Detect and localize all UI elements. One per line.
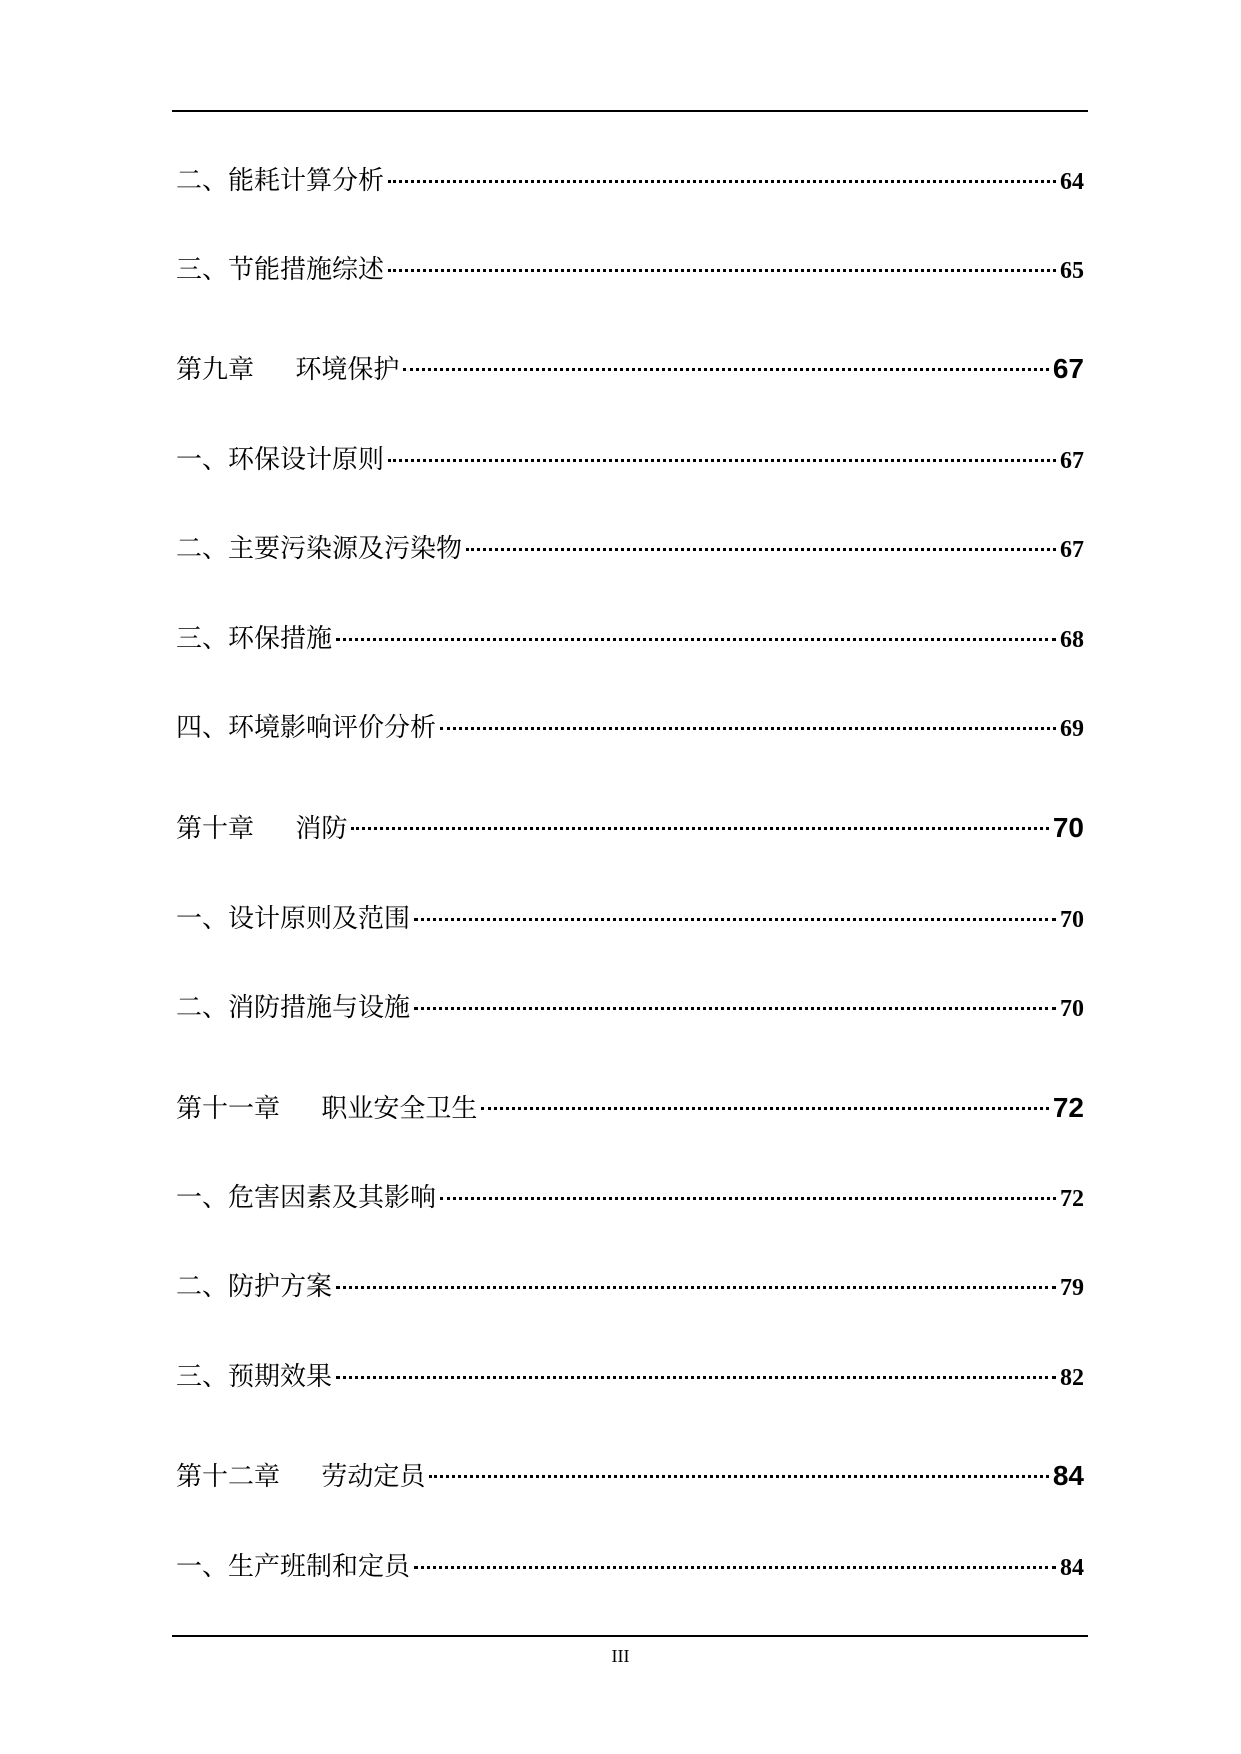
toc-entry-page: 82 xyxy=(1060,1365,1084,1391)
toc-dot-leader xyxy=(336,1376,1056,1379)
toc-entry-label: 三、环保措施 xyxy=(176,624,333,654)
toc-chapter-label: 第十章 消防 xyxy=(176,814,348,844)
toc-chapter-page: 70 xyxy=(1052,812,1084,843)
toc-entry[interactable] xyxy=(176,987,1084,1027)
toc-entry[interactable] xyxy=(176,1177,1084,1217)
toc-chapter-entry[interactable] xyxy=(176,1456,1084,1496)
toc-chapter-page: 72 xyxy=(1052,1092,1084,1123)
header-rule xyxy=(172,110,1088,112)
toc-entry[interactable] xyxy=(176,528,1084,568)
toc-entry[interactable] xyxy=(176,1546,1084,1586)
toc-chapter-label: 第十二章 劳动定员 xyxy=(176,1462,426,1492)
toc-chapter-entry[interactable] xyxy=(176,1088,1084,1128)
toc-chapter-page: 84 xyxy=(1052,1460,1084,1491)
toc-entry-page: 79 xyxy=(1060,1275,1084,1301)
toc-entry-label: 二、能耗计算分析 xyxy=(176,166,385,196)
toc-entry[interactable] xyxy=(176,1356,1084,1396)
toc-entry-label: 二、防护方案 xyxy=(176,1272,333,1302)
toc-dot-leader xyxy=(414,1007,1056,1010)
toc-entry-page: 65 xyxy=(1060,258,1084,284)
footer-page-number: III xyxy=(611,1646,630,1666)
toc-dot-leader xyxy=(388,180,1056,183)
toc-entry-page: 70 xyxy=(1060,907,1084,933)
toc-dot-leader xyxy=(388,269,1056,272)
toc-entry-page: 69 xyxy=(1060,716,1084,742)
toc-entry-label: 一、危害因素及其影响 xyxy=(176,1183,437,1213)
toc-entry-page: 67 xyxy=(1060,448,1084,474)
footer-rule xyxy=(172,1635,1088,1637)
toc-dot-leader xyxy=(440,727,1056,730)
toc-entry-label: 二、主要污染源及污染物 xyxy=(176,534,463,564)
toc-dot-leader xyxy=(481,1107,1049,1110)
toc-dot-leader xyxy=(429,1475,1049,1478)
toc-dot-leader xyxy=(351,827,1049,830)
toc-entry[interactable] xyxy=(176,249,1084,289)
toc-entry-label: 一、设计原则及范围 xyxy=(176,904,411,934)
toc-entry-page: 64 xyxy=(1060,169,1084,195)
toc-entry[interactable] xyxy=(176,898,1084,938)
toc-entry-label: 一、环保设计原则 xyxy=(176,445,385,475)
toc-dot-leader xyxy=(414,918,1056,921)
toc-entry-page: 68 xyxy=(1060,627,1084,653)
toc-entry[interactable] xyxy=(176,1266,1084,1306)
toc-entry-page: 70 xyxy=(1060,996,1084,1022)
toc-entry-page: 67 xyxy=(1060,537,1084,563)
toc-entry-page: 84 xyxy=(1060,1555,1084,1581)
toc-chapter-entry[interactable] xyxy=(176,349,1084,389)
toc-entry-label: 四、环境影响评价分析 xyxy=(176,713,437,743)
toc-chapter-page: 67 xyxy=(1052,353,1084,384)
toc-entry[interactable] xyxy=(176,439,1084,479)
toc-entry-label: 三、预期效果 xyxy=(176,1362,333,1392)
toc-entry[interactable] xyxy=(176,160,1084,200)
toc-dot-leader xyxy=(336,638,1056,641)
toc-dot-leader xyxy=(414,1566,1056,1569)
toc-dot-leader xyxy=(466,548,1056,551)
toc-chapter-label: 第九章 环境保护 xyxy=(176,355,400,385)
toc-entry[interactable] xyxy=(176,618,1084,658)
toc-chapter-label: 第十一章 职业安全卫生 xyxy=(176,1094,478,1124)
toc-dot-leader xyxy=(336,1286,1056,1289)
toc-dot-leader xyxy=(403,368,1049,371)
toc-entry[interactable] xyxy=(176,707,1084,747)
toc-chapter-entry[interactable] xyxy=(176,808,1084,848)
toc-entry-label: 二、消防措施与设施 xyxy=(176,993,411,1023)
toc-dot-leader xyxy=(440,1197,1056,1200)
toc-entry-label: 三、节能措施综述 xyxy=(176,255,385,285)
toc-dot-leader xyxy=(388,459,1056,462)
toc-entry-page: 72 xyxy=(1060,1186,1084,1212)
toc-entry-label: 一、生产班制和定员 xyxy=(176,1552,411,1582)
